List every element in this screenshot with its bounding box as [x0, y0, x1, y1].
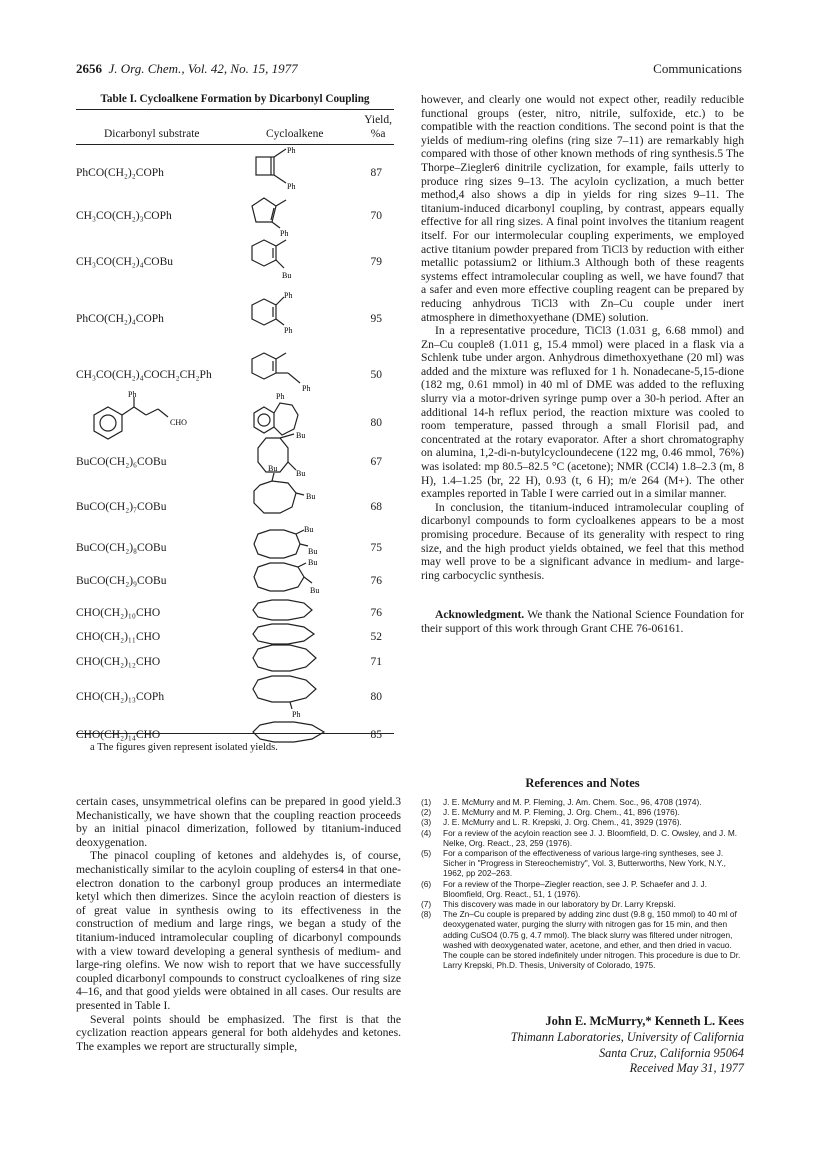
substrate-formula: CHO(CH₂)₁₂CHO: [76, 656, 161, 668]
reference-number: (1): [421, 797, 432, 807]
structure-label: Bu: [310, 586, 320, 595]
table-footnote: a The figures given represent isolated yields.: [90, 742, 278, 753]
phenethylcyclohexene-structure: [252, 349, 332, 393]
affiliation-line: Thimann Laboratories, University of California: [510, 1030, 744, 1044]
substrate-formula: CH₃CO(CH₂)₃COPh: [76, 210, 172, 222]
substrate-formula: BuCO(CH₂)₉COBu: [76, 575, 167, 587]
structure-label: Bu: [296, 431, 306, 440]
paragraph: In a representative procedure, TiCl3 (1.031 g, 6.68 mmol) and Zn–Cu couple8 (1.011 g, 15.4 mmol) were placed in a flask via a Schlenk tube under argon. Anhydrous dimethoxyethane (20 ml) was added and the mixture was refluxed for 1 h. Nonadecane-5,15-dione (182 mg, 0.61 mmol) in 40 ml of DME was added to the refluxing slurry via a motor-driven syringe pump over a 30-h period. After an additional 14-h reflux period, the reaction mixture was cooled to room temperature, passed through a small Florisil pad, and concentrated at the rotary evaporator. After a short chromatography on alumina, 1,2-di-n-butylcycloundecene (122 mg, 0.46 mmol, 76%) was isolated: mp 80.5–82.5 °C (acetone); NMR (CCl4) 1.8–2.3 (m, 8 H), 1.4–1.25 (br, 22 H), 0.93 (t, 6 H); m/e 264 (M+). The other examples reported in Table I were carried out in a similar manner.: [421, 324, 744, 501]
yield-value: 85: [370, 729, 382, 741]
cyclopentene-structure: [252, 194, 302, 238]
yield-header-line2: %a: [370, 127, 386, 140]
paragraph: Several points should be emphasized. The first is that the cyclization reaction appears general for both aldehydes and ketones. The examples we report are structurally simple,: [76, 1012, 401, 1053]
right-column: [421, 93, 744, 636]
table-title: Table I. Cycloalkene Formation by Dicarbonyl Coupling: [100, 93, 370, 105]
cyclododecene-structure: [252, 599, 328, 621]
structure-label: Ph: [292, 710, 301, 719]
reference-text: For a comparison of the effectiveness of various large-ring syntheses, see J. Sicher in "Progress in Stereochemistry", Vol. 3, Butterworths, New York, N.Y., 1962, pp 202–263.: [443, 848, 726, 879]
cyclohexene-structure: [252, 238, 312, 282]
reference-item: [421, 899, 744, 909]
reference-number: (8): [421, 909, 432, 920]
yield-value: 79: [370, 256, 382, 268]
paragraph: however, and clearly one would not expect other, readily reducible functional groups (ester, nitro, nitrile, sulfoxide, etc.) to be compatible with the reaction conditions. The second point is that the yields of medium-ring olefins (ring size 7–11) are remarkably high compared with those of other known methods of ring synthesis.5 The Thorpe–Ziegler6 dinitrile cyclization, for example, fails utterly to produce ring sizes 9–13. The acyloin cyclization, a much better method,4 also shows a dip in yields for ring sizes 9–11. The titanium-induced dicarbonyl coupling, by contrast, appears equally effective for all ring sizes. A final point involves the titanium reagent itself. For our intermolecular coupling experiments, we employed active titanium powder prepared from TiCl3 by reduction with either metallic potassium2 or lithium.3 Although both of these reagents systems effect intramolecular coupling as well, we have found7 that a safer and even more effective coupling reagent can be prepared by reducing anhydrous TiCl3 with Zn–Cu couple under inert atmosphere in dimethoxyethane (DME) solution.: [421, 93, 744, 324]
affiliation-line: Santa Cruz, California 95064: [599, 1045, 744, 1060]
yield-value: 95: [370, 313, 382, 325]
references-list: [421, 797, 744, 970]
yield-value: 76: [370, 575, 382, 587]
yield-value: 70: [370, 210, 382, 222]
cyclohexadecene-structure: [252, 721, 338, 743]
reference-item: [421, 817, 744, 827]
reference-item: [421, 797, 744, 807]
reference-number: (7): [421, 899, 432, 910]
reference-number: (5): [421, 848, 432, 859]
column-header-yield: [364, 114, 392, 142]
received-date: Received May 31, 1977: [629, 1061, 744, 1075]
author-names: John E. McMurry,* Kenneth L. Kees: [545, 1014, 744, 1028]
yield-value: 67: [370, 456, 382, 468]
reference-text: J. E. McMurry and M. P. Fleming, J. Am. Chem. Soc., 96, 4708 (1974).: [443, 797, 702, 807]
acknowledgment: [421, 608, 744, 635]
cyclotridecene-structure: [252, 623, 328, 645]
structure-label: Ph: [280, 229, 289, 238]
structure-label: Bu: [308, 558, 318, 567]
yield-value: 71: [370, 656, 382, 668]
cyclobutene-structure: [254, 145, 304, 189]
yield-value: 68: [370, 501, 382, 513]
structure-label: Ph: [302, 384, 311, 393]
reference-item: [421, 828, 744, 848]
reference-text: For a review of the Thorpe–Ziegler reaction, see J. P. Schaefer and J. J. Bloomfield, Org. React., 51, 1 (1976).: [443, 878, 707, 899]
journal-citation: J. Org. Chem., Vol. 42, No. 15, 1977: [108, 61, 298, 76]
substrate-formula: BuCO(CH₂)₆COBu: [76, 456, 167, 468]
reference-number: (4): [421, 827, 432, 838]
yield-value: 75: [370, 542, 382, 554]
reference-number: (2): [421, 807, 432, 818]
substrate-formula: PhCO(CH₂)₄COPh: [76, 313, 164, 325]
left-column: [76, 795, 401, 1053]
phenylcyclopentadecene-structure: [252, 675, 332, 717]
reference-text: The Zn–Cu couple is prepared by adding zinc dust (9.8 g, 150 mmol) to 40 ml of deoxygenated water, purging the slurry with nitrogen gas for 15 min, and then adding CuSO4 (0.75 g, 4.7 mmol). The black slurry was filtered under nitrogen, washed with deoxygenated water, acetone, and ether, and then dried in vacuo. The couple can be stored indefinitely under nitrogen. This procedure is due to Dr. Larry Krepski, Ph.D. Thesis, University of Colorado, 1975.: [443, 909, 741, 971]
structure-label: Ph: [287, 146, 296, 155]
structure-label: Ph: [128, 390, 137, 399]
structure-label: Ph: [284, 291, 293, 300]
substrate-formula: CHO(CH₂)₁₄CHO: [76, 729, 161, 741]
structure-label: Ph: [276, 392, 285, 401]
substrate-formula: CHO(CH₂)₁₀CHO: [76, 607, 161, 619]
table-1: [76, 93, 394, 753]
structure-label: Bu: [282, 271, 292, 280]
structure-label: Ph: [284, 326, 293, 335]
paragraph: The pinacol coupling of ketones and aldehydes is, of course, mechanistically similar to the acyloin coupling of esters4 in that one-electron donation to the carbonyl group produces an intermediate ketyl which then dimerizes. Since the acyloin reaction of diesters is of great value in synthesis owing to its effectiveness in the construction of medium and large rings, we began a study of the titanium-induced intramolecular coupling of dicarbonyl compounds with a view toward developing a general synthesis of medium- and large-ring olefins. We now wish to report that we have successfully coupled dicarbonyl compounds to construct cycloalkenes of ring size 4–16, and that good yields were obtained in all cases. Our results are presented in Table I.: [76, 849, 401, 1012]
substrate-formula: CH₃CO(CH₂)₄COBu: [76, 256, 174, 268]
dibutylcycloundecene-structure: [252, 558, 332, 597]
paragraph: certain cases, unsymmetrical olefins can be prepared in good yield.3 Mechanistically, we have shown that the coupling reaction proceeds by an initial pinacol dimerization, followed by titanium-induced deoxygenation.: [76, 795, 401, 849]
structure-label: Bu: [296, 469, 306, 478]
reference-text: J. E. McMurry and L. R. Krepski, J. Org. Chem., 41, 3929 (1976).: [443, 817, 682, 828]
yield-value: 52: [370, 631, 382, 643]
substrate-formula: PhCO(CH₂)₂COPh: [76, 167, 164, 179]
yield-value: 87: [370, 167, 382, 179]
reference-number: (6): [421, 878, 432, 889]
substrate-formula: CHO(CH₂)₁₁CHO: [76, 631, 161, 643]
acknowledgment-text: We thank the National Science Foundation for their support of this work through Grant CHE 76-06161.: [421, 608, 744, 635]
yield-value: 76: [370, 607, 382, 619]
acknowledgment-label: Acknowledgment.: [435, 608, 525, 622]
reference-text: For a review of the acyloin reaction see J. J. Bloomfield, D. C. Owsley, and J. M. Nelke, Org. React., 23, 259 (1976).: [443, 827, 738, 848]
running-header-left: [76, 61, 298, 77]
paragraph: In conclusion, the titanium-induced intramolecular coupling of dicarbonyl compounds to form cycloalkenes appears to be a most promising procedure. Because of its generality with respect to ring size, and the high product yields obtained, we feel that this method may well prove to be a significant advance in medium- and large-ring carbocyclic synthesis.: [421, 500, 744, 582]
reference-item: [421, 807, 744, 817]
reference-text: J. E. McMurry and M. P. Fleming, J. Org. Chem., 41, 896 (1976).: [443, 807, 680, 818]
yield-header-line1: Yield,: [364, 114, 392, 126]
reference-item: [421, 879, 744, 899]
cyclotetradecene-structure: [252, 644, 332, 672]
structure-label: Ph: [287, 182, 296, 191]
table-body: [76, 145, 394, 741]
affiliation: [421, 1030, 744, 1077]
column-header-cycloalkene: Cycloalkene: [266, 128, 324, 140]
substrate-formula: CHO(CH₂)₁₃COPh: [76, 691, 165, 703]
substrate-formula: CH₃CO(CH₂)₄COCH₂CH₂Ph: [76, 369, 212, 381]
structure-label: CHO: [170, 418, 187, 427]
diphenylcyclohexene-structure: [252, 291, 312, 337]
structure-label: Bu: [304, 525, 314, 534]
yield-value: 80: [370, 691, 382, 703]
reference-item: [421, 909, 744, 970]
references-title: References and Notes: [525, 776, 640, 790]
reference-text: This discovery was made in our laboratory by Dr. Larry Krepski.: [443, 899, 676, 910]
column-header-substrate: Dicarbonyl substrate: [104, 128, 200, 140]
section-label: Communications: [653, 61, 742, 76]
yield-value: 50: [370, 369, 382, 381]
dibutylcyclooctene-structure: [256, 431, 326, 482]
reference-number: (3): [421, 817, 432, 828]
page-number: 2656: [76, 61, 102, 76]
substrate-formula: BuCO(CH₂)₇COBu: [76, 501, 167, 513]
substrate-formula: BuCO(CH₂)₈COBu: [76, 542, 167, 554]
reference-item: [421, 848, 744, 879]
structure-label: Bu: [306, 492, 316, 501]
yield-value: 80: [370, 417, 382, 429]
structure-label: Bu: [268, 464, 278, 473]
structure-label: Bu: [308, 547, 318, 556]
keto-aldehyde-structure: [94, 390, 214, 445]
dibutylcyclononene-structure: [252, 464, 328, 521]
table-header: [76, 110, 394, 144]
